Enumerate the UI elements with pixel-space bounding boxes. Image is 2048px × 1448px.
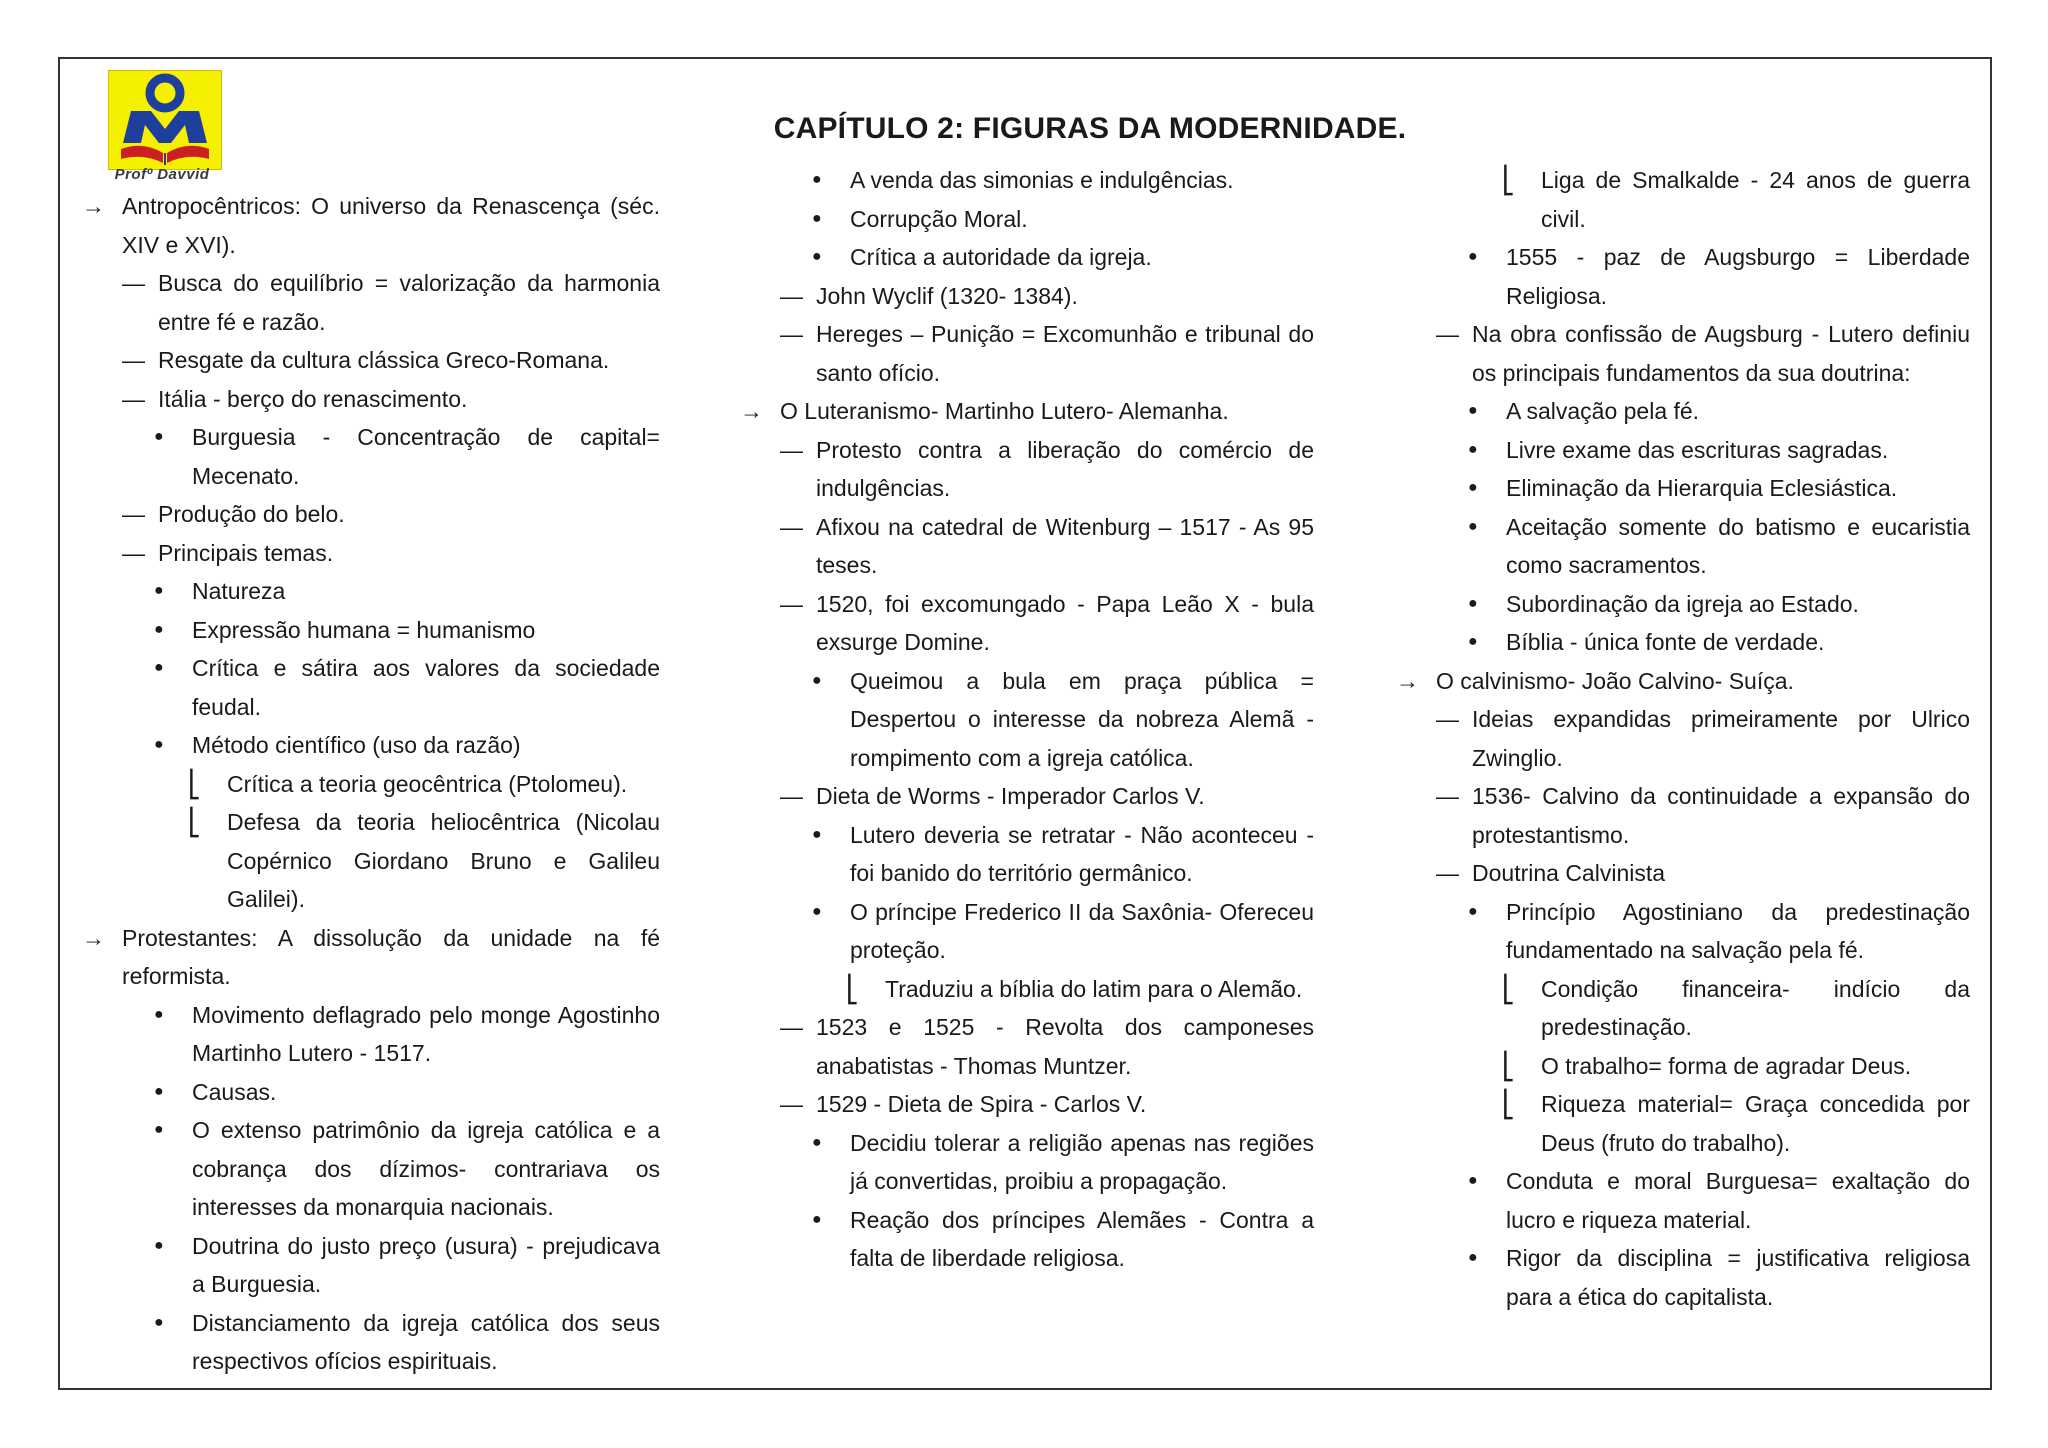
outline-item-text: Liga de Smalkalde - 24 anos de guerra civil. [1541, 167, 1970, 232]
bullet-icon: ● [154, 659, 164, 676]
outline-item [1396, 431, 1970, 470]
outline-item [82, 1111, 660, 1227]
bullet-icon: ● [1468, 1249, 1478, 1266]
dash-icon: — [780, 321, 803, 347]
outline-item-text: Doutrina do justo preço (usura) - prejudicava a Burguesia. [192, 1232, 660, 1297]
dash-icon: — [122, 270, 145, 296]
dash-icon: — [1436, 321, 1459, 347]
outline-item-text: Condição financeira- indício da predestinação. [1541, 975, 1970, 1040]
outline-item-text: Doutrina Calvinista [1472, 860, 1666, 886]
outline-item-text: Protestantes: A dissolução da unidade na fé reformista. [122, 924, 660, 989]
column-1 [82, 187, 660, 1381]
outline-item [740, 1008, 1314, 1085]
outline-item-text: Princípio Agostiniano da predestinação fundamentado na salvação pela fé. [1506, 898, 1970, 963]
outline-item [1396, 392, 1970, 431]
outline-item [1396, 893, 1970, 970]
outline-item [740, 970, 1314, 1009]
outline-item-text: Dieta de Worms - Imperador Carlos V. [816, 783, 1205, 809]
dash-icon: — [122, 347, 145, 373]
outline-item-text: Produção do belo. [158, 501, 345, 527]
bullet-icon: ● [154, 1121, 164, 1138]
outline-item [82, 1304, 660, 1381]
outline-item [740, 200, 1314, 239]
outline-item [1396, 508, 1970, 585]
outline-item [740, 777, 1314, 816]
outline-item-text: Antropocêntricos: O universo da Renascença (séc. XIV e XVI). [122, 193, 660, 258]
bullet-icon: ● [812, 1133, 822, 1151]
outline-item-text: 1529 - Dieta de Spira - Carlos V. [816, 1091, 1147, 1117]
outline-item-text: Burguesia - Concentração de capital= Mecenato. [192, 424, 660, 489]
logo-om-icon [109, 71, 221, 169]
outline-item [1396, 315, 1970, 392]
column-3 [1396, 161, 1970, 1316]
dash-icon: — [122, 539, 145, 566]
outline-item-text: Crítica a autoridade da igreja. [850, 244, 1152, 270]
bullet-icon: ● [154, 620, 164, 638]
page-title: CAPÍTULO 2: FIGURAS DA MODERNIDADE. [773, 112, 1407, 145]
arrow-right-icon: → [1396, 667, 1419, 694]
bullet-icon: ● [1468, 902, 1478, 920]
sub-bracket-icon: ⎣ [1502, 973, 1515, 1004]
outline-item-text: 1555 - paz de Augsburgo = Liberdade Religiosa. [1506, 244, 1970, 309]
dash-icon: — [780, 590, 803, 617]
outline-item [82, 726, 660, 765]
outline-item [82, 418, 660, 495]
outline-item [82, 572, 660, 611]
outline-item [82, 765, 660, 804]
outline-item [82, 611, 660, 650]
dash-icon: — [780, 282, 803, 309]
bullet-icon: ● [1468, 1172, 1478, 1189]
outline-item-text: Busca do equilíbrio = valorização da harmonia entre fé e razão. [158, 270, 660, 335]
outline-item-text: Defesa da teoria heliocêntrica (Nicolau Copérnico Giordano Bruno e Galileu Galilei). [227, 809, 660, 912]
outline-item [1396, 700, 1970, 777]
outline-item-text: Ideias expandidas primeiramente por Ulrico Zwinglio. [1472, 706, 1970, 771]
outline-item [740, 662, 1314, 778]
sub-bracket-icon: ⎣ [1502, 1050, 1515, 1081]
outline-item-text: Afixou na catedral de Witenburg – 1517 - As 95 teses. [816, 513, 1314, 578]
outline-item [1396, 1239, 1970, 1316]
bullet-icon: ● [154, 1236, 164, 1254]
bullet-icon: ● [154, 1082, 164, 1100]
outline-item [82, 649, 660, 726]
outline-item-text: Itália - berço do renascimento. [158, 385, 468, 412]
outline-item [1396, 469, 1970, 508]
outline-item-text: Crítica a teoria geocêntrica (Ptolomeu). [227, 770, 628, 797]
bullet-icon: ● [154, 582, 164, 599]
outline-item [82, 996, 660, 1073]
bullet-icon: ● [1468, 479, 1478, 496]
outline-item [1396, 1047, 1970, 1086]
bullet-icon: ● [812, 248, 822, 265]
outline-item [740, 431, 1314, 508]
outline-item [1396, 585, 1970, 624]
bullet-icon: ● [812, 825, 822, 843]
outline-item [1396, 1162, 1970, 1239]
sub-bracket-icon: ⎣ [188, 768, 201, 799]
outline-item [82, 919, 660, 996]
dash-icon: — [780, 783, 803, 809]
outline-item [740, 277, 1314, 316]
outline-item [740, 161, 1314, 200]
sub-bracket-icon: ⎣ [846, 973, 859, 1004]
dash-icon: — [780, 1014, 803, 1040]
outline-item [1396, 662, 1970, 701]
outline-item-text: Corrupção Moral. [850, 205, 1028, 232]
outline-item [740, 816, 1314, 893]
outline-item [82, 341, 660, 380]
outline-item-text: 1520, foi excomungado - Papa Leão X - bula exsurge Domine. [816, 590, 1314, 655]
outline-item [82, 803, 660, 919]
outline-item-text: A salvação pela fé. [1506, 398, 1700, 424]
bullet-icon: ● [812, 209, 822, 227]
outline-item [1396, 238, 1970, 315]
bullet-icon: ● [1468, 517, 1478, 535]
outline-item [82, 187, 660, 264]
outline-item-text: 1536- Calvino da continuidade a expansão do protestantismo. [1472, 783, 1970, 848]
bullet-icon: ● [1468, 248, 1478, 265]
outline-item-text: O extenso patrimônio da igreja católica e a cobrança dos dízimos- contrariava os interesses da monarquia nacionais. [192, 1117, 660, 1220]
bullet-icon: ● [812, 171, 822, 188]
bullet-icon: ● [154, 1005, 164, 1023]
bullet-icon: ● [812, 1210, 822, 1228]
outline-item [740, 1124, 1314, 1201]
dash-icon: — [780, 1091, 803, 1117]
outline-item-text: John Wyclif (1320- 1384). [816, 282, 1078, 309]
outline-item [740, 1201, 1314, 1278]
outline-item [82, 380, 660, 419]
outline-item-text: Protesto contra a liberação do comércio de indulgências. [816, 436, 1314, 501]
outline-item-text: O trabalho= forma de agradar Deus. [1541, 1052, 1912, 1079]
outline-item-text: Rigor da disciplina = justificativa religiosa para a ética do capitalista. [1506, 1245, 1970, 1310]
outline-item-text: Eliminação da Hierarquia Eclesiástica. [1506, 475, 1898, 501]
outline-item [740, 585, 1314, 662]
bullet-icon: ● [154, 1313, 164, 1331]
bullet-icon: ● [1468, 633, 1478, 650]
outline-item-text: Traduziu a bíblia do latim para o Alemão. [885, 975, 1303, 1002]
outline-item [740, 238, 1314, 277]
outline-item-text: Resgate da cultura clássica Greco-Romana. [158, 347, 610, 373]
dash-icon: — [780, 513, 803, 540]
outline-item [82, 264, 660, 341]
column-2 [740, 161, 1314, 1278]
sub-bracket-icon: ⎣ [1502, 1089, 1515, 1119]
outline-item [740, 392, 1314, 431]
logo-box [108, 70, 222, 170]
arrow-right-icon: → [740, 398, 763, 424]
outline-item [740, 1085, 1314, 1124]
outline-item-text: Lutero deveria se retratar - Não aconteceu - foi banido do território germânico. [850, 821, 1314, 886]
outline-item [1396, 854, 1970, 893]
outline-item-text: Conduta e moral Burguesa= exaltação do lucro e riqueza material. [1506, 1168, 1970, 1233]
outline-item-text: Distanciamento da igreja católica dos seus respectivos ofícios espirituais. [192, 1309, 660, 1374]
outline-item-text: Subordinação da igreja ao Estado. [1506, 590, 1859, 617]
logo-caption: Profº Davvid [114, 166, 210, 183]
outline-item [1396, 623, 1970, 662]
outline-item [740, 315, 1314, 392]
outline-item [82, 495, 660, 534]
outline-item-text: 1523 e 1525 - Revolta dos camponeses anabatistas - Thomas Muntzer. [816, 1014, 1314, 1079]
bullet-icon: ● [1468, 594, 1478, 612]
sub-bracket-icon: ⎣ [1502, 165, 1515, 195]
outline-item-text: Decidiu tolerar a religião apenas nas regiões já convertidas, proibiu a propagação. [850, 1129, 1314, 1194]
bullet-icon: ● [1468, 402, 1478, 419]
bullet-icon: ● [154, 428, 164, 445]
outline-item-text: Queimou a bula em praça pública = Despertou o interesse da nobreza Alemã - rompimento com a igreja católica. [850, 667, 1314, 771]
outline-item-text: O príncipe Frederico II da Saxônia- Ofereceu proteção. [850, 898, 1314, 963]
outline-item [1396, 777, 1970, 854]
bullet-icon: ● [1468, 440, 1478, 458]
outline-item-text: O Luteranismo- Martinho Lutero- Alemanha. [780, 398, 1229, 424]
outline-item-text: Causas. [192, 1078, 277, 1105]
bullet-icon: ● [812, 671, 822, 689]
dash-icon: — [1436, 706, 1459, 732]
outline-item-text: Movimento deflagrado pelo monge Agostinho Martinho Lutero - 1517. [192, 1001, 660, 1066]
outline-item-text: Bíblia - única fonte de verdade. [1506, 629, 1825, 655]
outline-item-text: Na obra confissão de Augsburg - Lutero definiu os principais fundamentos da sua doutrina: [1472, 321, 1970, 386]
outline-item [740, 508, 1314, 585]
dash-icon: — [1436, 860, 1459, 886]
outline-item [82, 1073, 660, 1112]
outline-item-text: Natureza [192, 578, 286, 604]
logo [98, 70, 226, 186]
bullet-icon: ● [812, 902, 822, 920]
outline-item [1396, 1085, 1970, 1162]
outline-item-text: A venda das simonias e indulgências. [850, 167, 1234, 193]
dash-icon: — [122, 385, 145, 412]
outline-item-text: Expressão humana = humanismo [192, 616, 536, 643]
outline-item-text: Principais temas. [158, 539, 334, 566]
outline-item [82, 534, 660, 573]
outline-item-text: Método científico (uso da razão) [192, 732, 521, 758]
outline-item-text: O calvinismo- João Calvino- Suíça. [1436, 667, 1794, 694]
arrow-right-icon: → [82, 924, 105, 951]
dash-icon: — [122, 501, 145, 527]
arrow-right-icon: → [82, 193, 105, 219]
dash-icon: — [1436, 783, 1459, 809]
bullet-icon: ● [154, 736, 164, 753]
outline-item-text: Aceitação somente do batismo e eucaristia como sacramentos. [1506, 513, 1970, 578]
outline-item [1396, 161, 1970, 238]
outline-item-text: Livre exame das escrituras sagradas. [1506, 436, 1889, 463]
outline-item-text: Reação dos príncipes Alemães - Contra a falta de liberdade religiosa. [850, 1206, 1314, 1271]
dash-icon: — [780, 436, 803, 463]
outline-item-text: Riqueza material= Graça concedida por Deus (fruto do trabalho). [1541, 1091, 1970, 1156]
outline-item-text: Crítica e sátira aos valores da sociedade feudal. [192, 655, 660, 720]
outline-item [740, 893, 1314, 970]
outline-item [1396, 970, 1970, 1047]
outline-item-text: Hereges – Punição = Excomunhão e tribunal do santo ofício. [816, 321, 1314, 386]
sub-bracket-icon: ⎣ [188, 807, 201, 837]
outline-item [82, 1227, 660, 1304]
